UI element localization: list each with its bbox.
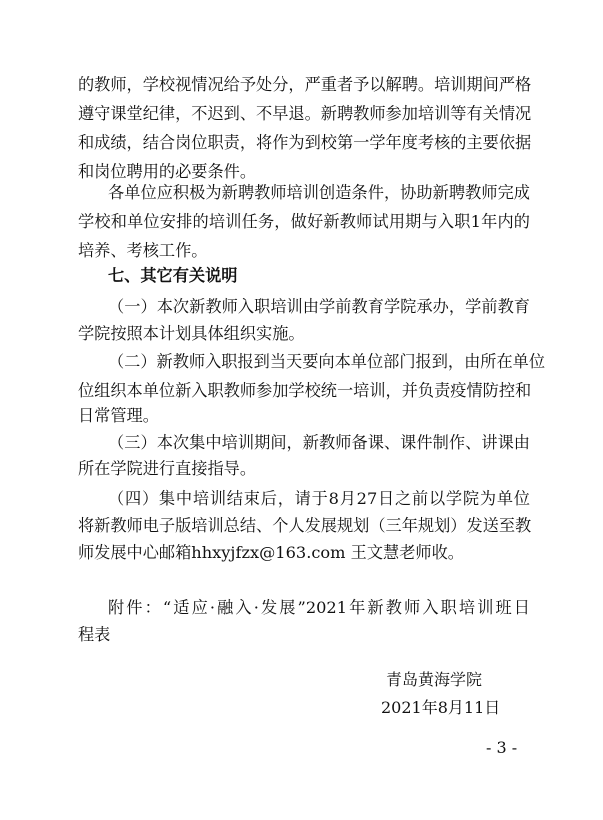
paragraph-line: （四）集中培训结束后，请于8月27日之前以学院为单位 — [108, 489, 530, 508]
section-heading: 七、其它有关说明 — [108, 266, 238, 285]
paragraph-line: 培养、考核工作。 — [78, 241, 208, 260]
paragraph-line: 和岗位聘用的必要条件。 — [78, 162, 257, 181]
signature-date: 2021年8月11日 — [381, 698, 501, 717]
paragraph-line: 遵守课堂纪律，不迟到、不早退。新聘教师参加培训等有关情况 — [78, 104, 532, 123]
paragraph-line: 和成绩，结合岗位职责，将作为到校第一学年度考核的主要依据 — [78, 133, 532, 152]
paragraph-line: （三）本次集中培训期间，新教师备课、课件制作、讲课由 — [108, 433, 530, 452]
paragraph-line: 师发展中心邮箱hhxyjfzx@163.com 王文慧老师收。 — [78, 543, 464, 562]
paragraph-line: （一）本次新教师入职培训由学前教育学院承办，学前教育 — [108, 297, 530, 316]
paragraph-line: 日常管理。 — [78, 406, 159, 425]
paragraph-line: 各单位应积极为新聘教师培训创造条件，协助新聘教师完成 — [108, 183, 530, 202]
attachment-line: 附件：“适应·融入·发展”2021年新教师入职培训班日 — [108, 598, 530, 617]
attachment-line: 程表 — [78, 625, 111, 644]
paragraph-line: 学院按照本计划具体组织实施。 — [78, 324, 305, 343]
paragraph-line: （二）新教师入职报到当天要向本单位部门报到，由所在单位 — [108, 352, 546, 371]
signature-organization: 青岛黄海学院 — [386, 670, 483, 689]
paragraph-line: 所在学院进行直接指导。 — [78, 459, 257, 478]
paragraph-line: 的教师，学校视情况给予处分，严重者予以解聘。培训期间严格 — [78, 75, 532, 94]
paragraph-line: 将新教师电子版培训总结、个人发展规划（三年规划）发送至教 — [78, 516, 532, 535]
paragraph-line: 位组织本单位新入职教师参加学校统一培训，并负责疫情防控和 — [78, 381, 532, 400]
page-number: - 3 - — [486, 738, 518, 757]
paragraph-line: 学校和单位安排的培训任务，做好新教师试用期与入职1年内的 — [78, 212, 530, 231]
